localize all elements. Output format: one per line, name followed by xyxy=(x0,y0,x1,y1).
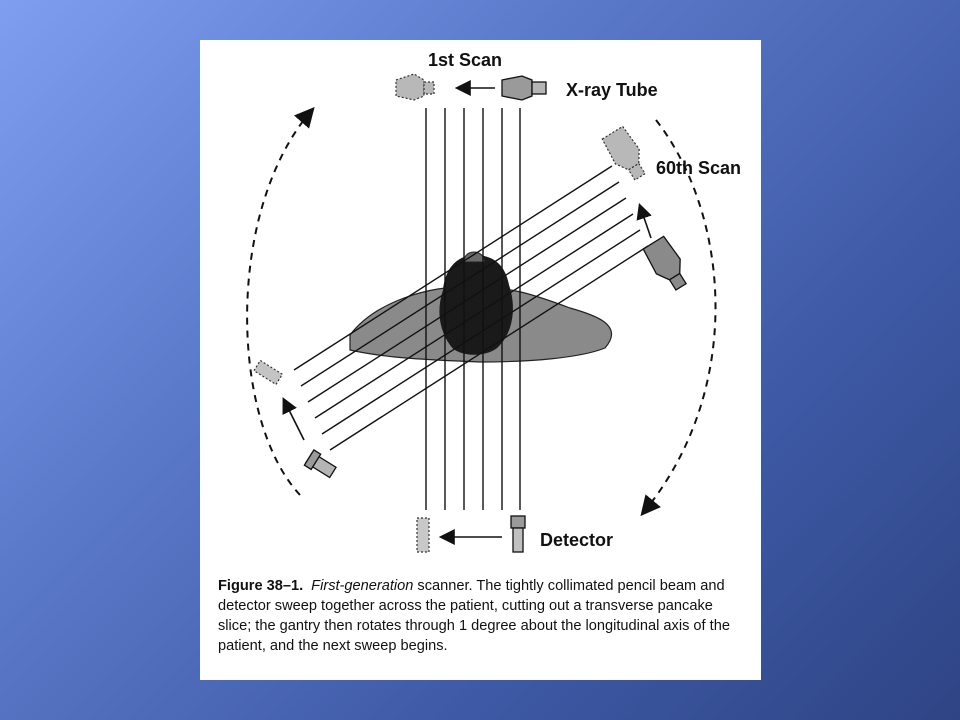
patient-head xyxy=(463,252,485,262)
label-detector: Detector xyxy=(540,530,614,550)
detector-60th-ghost-icon xyxy=(254,360,282,384)
label-sixtieth-scan: 60th Scan xyxy=(656,158,742,178)
caption-text: scanner. The tightly collimated pencil beam and detector sweep together across the patient, cutting out a transverse pancake slice; the gantry then rotates through 1 degree about the longitudinal axis of the patient, and the next sweep begins. xyxy=(218,578,730,654)
figure-number: Figure 38–1. xyxy=(218,578,304,594)
xray-tube-60th-ghost-icon xyxy=(601,125,652,184)
label-first-scan: 1st Scan xyxy=(428,50,503,70)
right-rotation-arc xyxy=(643,120,716,513)
detector-60th-move-arrow xyxy=(284,400,304,440)
caption-emphasis: First-generation xyxy=(311,578,414,594)
xray-tube-icon xyxy=(502,76,546,100)
detector-icon xyxy=(511,516,525,552)
xray-tube-60th-icon xyxy=(642,235,693,294)
figure-panel xyxy=(200,40,761,680)
label-xray-tube: X-ray Tube xyxy=(566,80,658,100)
xray-tube-start-ghost-icon xyxy=(396,74,434,100)
figure-caption xyxy=(218,576,748,656)
tube-60th-move-arrow xyxy=(640,206,651,238)
detector-60th-icon xyxy=(304,450,337,480)
detector-start-ghost-icon xyxy=(417,518,429,552)
